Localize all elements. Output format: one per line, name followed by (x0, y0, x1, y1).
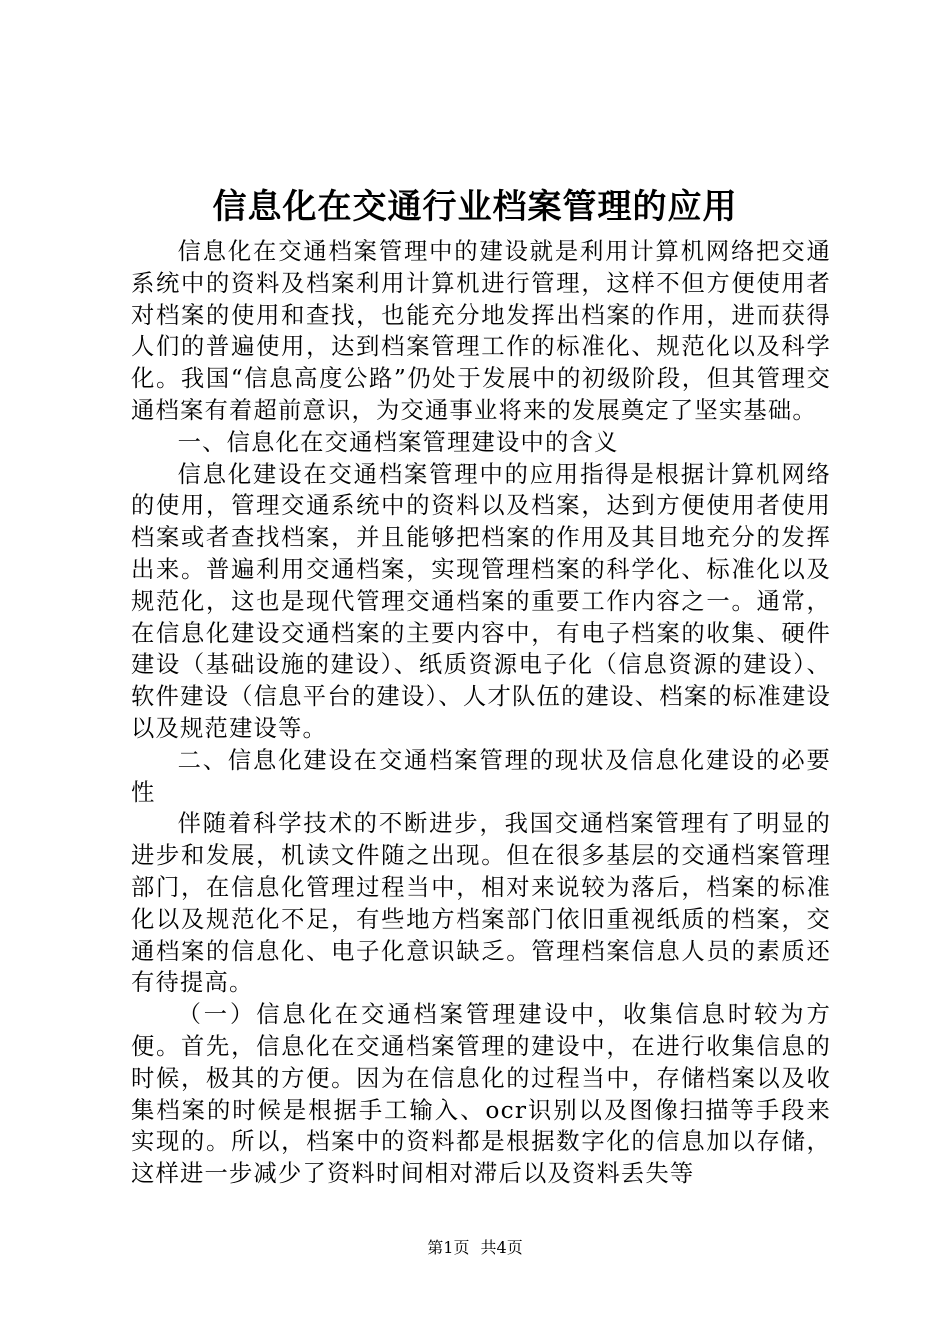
paragraph-subsection-1: （一）信息化在交通档案管理建设中，收集信息时较为方便。首先，信息化在交通档案管理的建设中，在进行收集信息的时候，极其的方便。因为在信息化的过程当中，存储档案以及收集档案的时候是根据手工输入、ocr识别以及图像扫描等手段来实现的。所以，档案中的资料都是根据数字化的信息加以存储，这样进一步减少了资料时间相对滞后以及资料丢失等 (131, 1001, 831, 1188)
page-total: 共4页 (480, 1238, 523, 1257)
paragraph-intro: 信息化在交通档案管理中的建设就是利用计算机网络把交通系统中的资料及档案利用计算机进行管理，这样不但方便使用者对档案的使用和查找，也能充分地发挥出档案的作用，进而获得人们的普遍使用，达到档案管理工作的标准化、规范化以及科学化。我国“信息高度公路”仍处于发展中的初级阶段，但其管理交通档案有着超前意识，为交通事业将来的发展奠定了坚实基础。 (131, 238, 831, 424)
document-title: 信息化在交通行业档案管理的应用 (212, 187, 738, 227)
paragraph-section-2: 伴随着科学技术的不断进步，我国交通档案管理有了明显的进步和发展，机读文件随之出现。但在很多基层的交通档案管理部门，在信息化管理过程当中，相对来说较为落后，档案的标准化以及规范化不足，有些地方档案部门依旧重视纸质的档案，交通档案的信息化、电子化意识缺乏。管理档案信息人员的素质还有待提高。 (131, 810, 831, 997)
document-body (131, 236, 831, 1190)
section-heading-2: 二、信息化建设在交通档案管理的现状及信息化建设的必要性 (131, 746, 831, 806)
page-number: 第1页 (427, 1238, 470, 1257)
section-heading-1: 一、信息化在交通档案管理建设中的含义 (177, 428, 619, 456)
page-footer (0, 1237, 950, 1259)
paragraph-section-1: 信息化建设在交通档案管理中的应用指得是根据计算机网络的使用，管理交通系统中的资料以及档案，达到方便使用者使用档案或者查找档案，并且能够把档案的作用及其目地充分的发挥出来。普遍利用交通档案，实现管理档案的科学化、标准化以及规范化，这也是现代管理交通档案的重要工作内容之一。通常，在信息化建设交通档案的主要内容中，有电子档案的收集、硬件建设（基础设施的建设）、纸质资源电子化（信息资源的建设）、软件建设（信息平台的建设）、人才队伍的建设、档案的标准建设以及规范建设等。 (131, 460, 831, 742)
